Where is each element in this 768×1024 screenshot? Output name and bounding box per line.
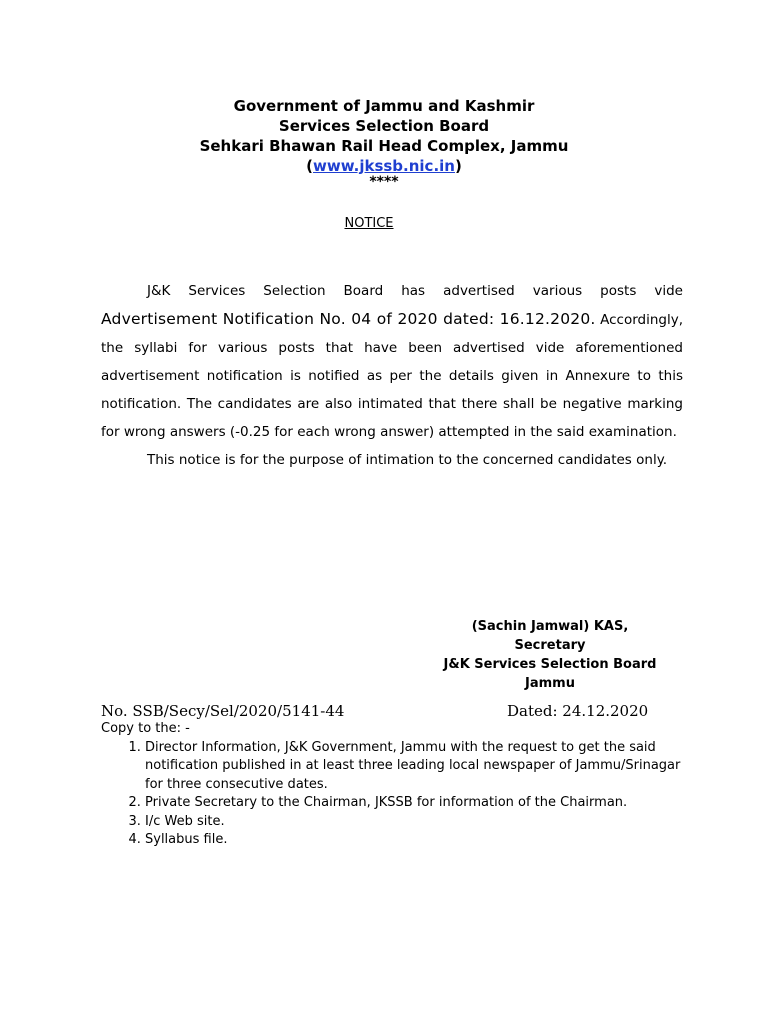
board-address: Sehkari Bhawan Rail Head Complex, Jammu: [199, 137, 569, 155]
website-line: [0, 156, 768, 176]
signatory-designation: Secretary: [514, 638, 586, 653]
signature-block: [410, 617, 690, 693]
paragraph-1-rest: Accordingly, the syllabi for various posts that have been advertised vide aforementioned advertisement notification is notified as per the details given in Annexure to this notification. The candidates are also intimated that there shall be negative marking for wrong answers (-0.25 for each wrong answer) attempted in the said examination.: [101, 312, 683, 440]
letterhead: [0, 96, 768, 188]
copy-to-label: Copy to the: -: [101, 721, 190, 736]
notice-paragraph-1: [101, 277, 683, 446]
website-paren-open: (: [306, 157, 314, 175]
copy-to-list: [101, 739, 691, 850]
paragraph-1-start: J&K Services Selection Board has advertised various posts vide: [147, 283, 683, 299]
signatory-name: (Sachin Jamwal) KAS,: [471, 619, 629, 634]
website-link[interactable]: www.jkssb.nic.in: [313, 157, 455, 175]
notice-title: NOTICE: [344, 216, 394, 231]
government-name: Government of Jammu and Kashmir: [233, 97, 535, 115]
list-item: 2. Private Secretary to the Chairman, JKSSB for information of the Chairman.: [145, 794, 691, 813]
signatory-place: Jammu: [525, 676, 575, 691]
signatory-organization: J&K Services Selection Board: [443, 657, 657, 672]
list-item: 4. Syllabus file.: [145, 831, 691, 850]
advertisement-reference: Advertisement Notification No. 04 of 2020 dated: 16.12.2020.: [101, 310, 596, 328]
list-item: 3. I/c Web site.: [145, 813, 691, 832]
reference-date: Dated: 24.12.2020: [507, 702, 649, 720]
reference-number: No. SSB/Secy/Sel/2020/5141-44: [101, 702, 345, 720]
notice-paragraph-2: This notice is for the purpose of intimation to the concerned candidates only.: [147, 452, 668, 468]
website-paren-close: ): [454, 157, 462, 175]
header-stars: ****: [369, 174, 399, 190]
list-item: 1. Director Information, J&K Government, Jammu with the request to get the said notification published in at least three leading local newspaper of Jammu/Srinagar for three consecutive dates.: [145, 739, 691, 795]
notice-body: [101, 277, 683, 474]
board-name: Services Selection Board: [278, 117, 490, 135]
copy-to-section: [101, 720, 691, 850]
